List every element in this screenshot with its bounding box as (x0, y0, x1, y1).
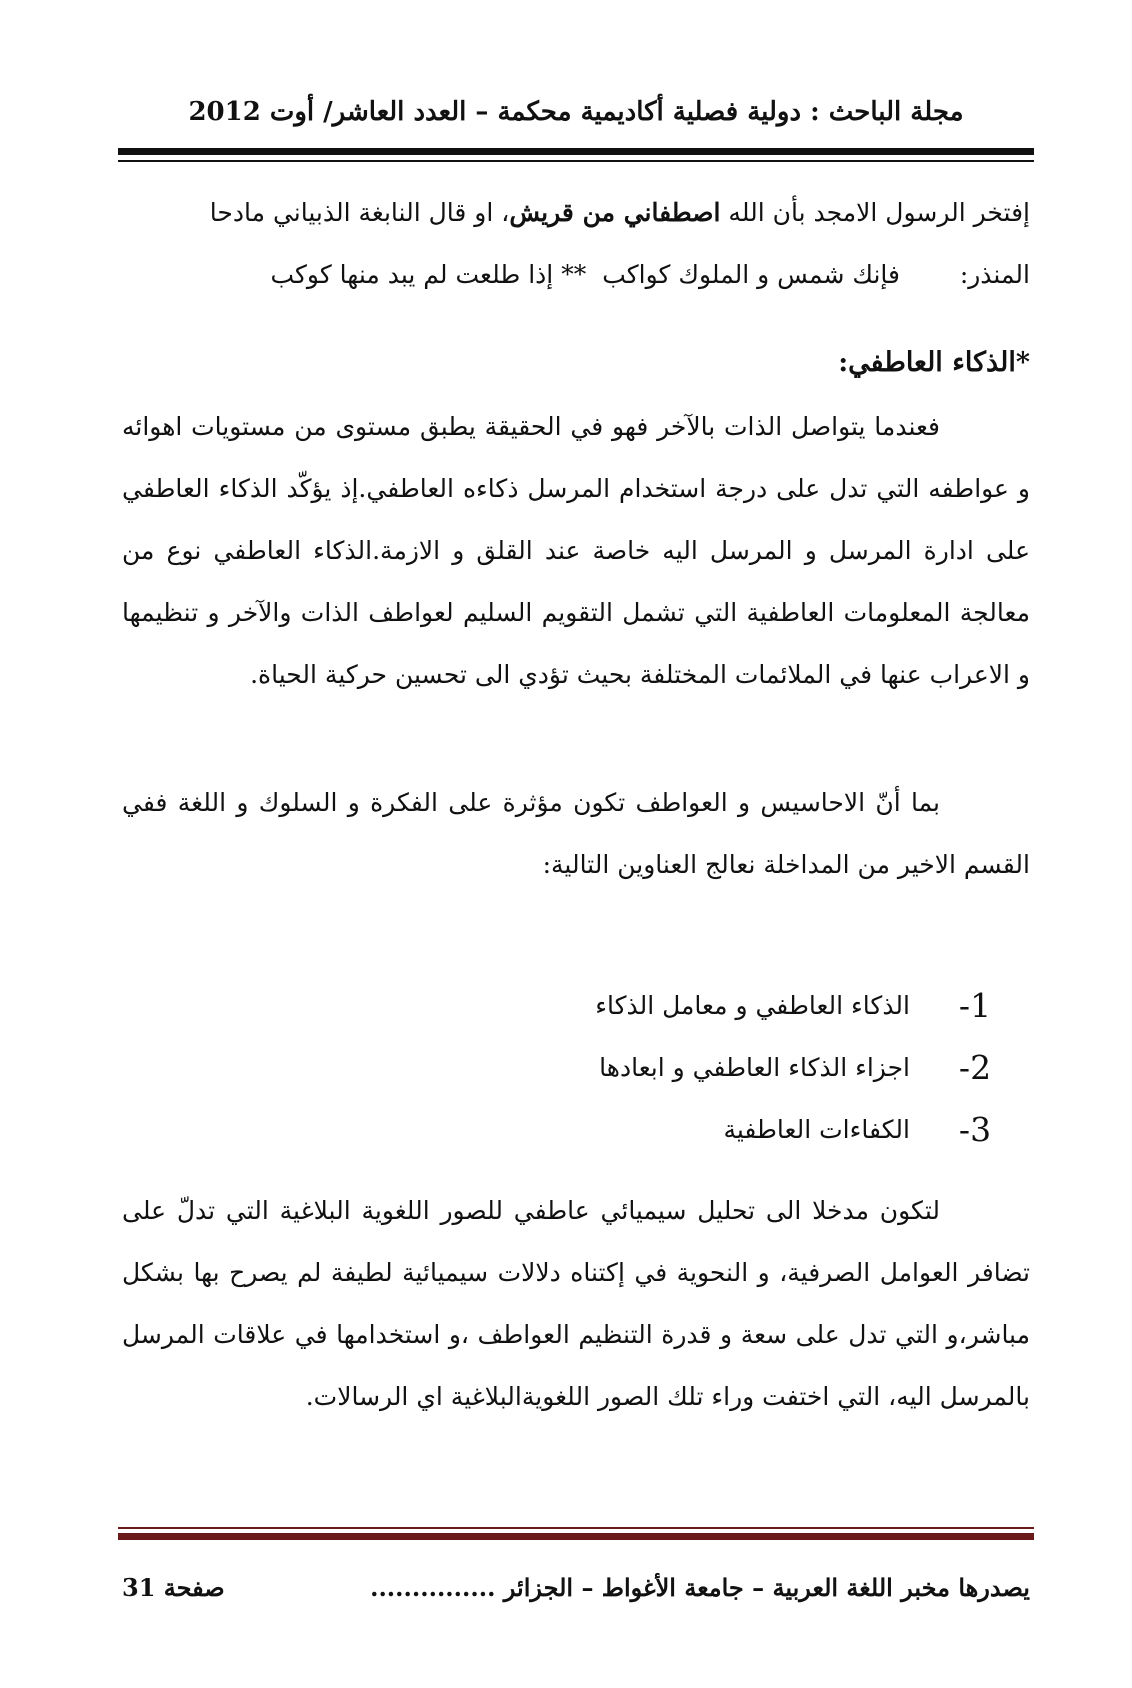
section-heading: *الذكاء العاطفي: (838, 347, 1030, 378)
poem-separator: ** (561, 260, 587, 289)
paragraph-text: بما أنّ الاحاسيس و العواطف تكون مؤثرة على الفكرة و السلوك و اللغة ففي القسم الاخير من المداخلة نعالج العناوين التالية: (122, 788, 1030, 879)
paragraph-3 (122, 1180, 1030, 1428)
page-number: صفحة 31 (122, 1573, 225, 1602)
paragraph-text: لتكون مدخلا الى تحليل سيميائي عاطفي للصور اللغوية البلاغية التي تدلّ على تضافر العوامل الصرفية، و النحوية في إكتناه دلالات سيميائية لطيفة لم يصرح بها بشكل مباشر،و التي تدل على سعة و قدرة التنظيم العواطف ،و استخدامها في علاقات المرسل بالمرسل اليه، التي اختفت وراء تلك الصور اللغويةالبلاغية اي الرسالات. (122, 1196, 1030, 1411)
footer-publisher: يصدرها مخبر اللغة العربية – جامعة الأغواط – الجزائر ............... (370, 1573, 1030, 1602)
poem-hemistich-1: فإنك شمس و الملوك كواكب (602, 260, 900, 289)
intro-bold-quote: اصطفاني من قريش (509, 198, 721, 227)
list-label: الكفاءات العاطفية (723, 1115, 910, 1144)
topics-list (122, 975, 1030, 1161)
intro-text-before: إفتخر الرسول الامجد بأن الله (720, 198, 1030, 227)
list-item (122, 1099, 1030, 1161)
intro-block (122, 182, 1030, 306)
page-footer (122, 1568, 1030, 1608)
list-item (122, 1037, 1030, 1099)
journal-header: مجلة الباحث : دولية فصلية أكاديمية محكمة – العدد العاشر/ أوت 2012 (188, 97, 964, 127)
poem-line (122, 244, 1030, 306)
list-item (122, 975, 1030, 1037)
intro-line (122, 182, 1030, 244)
footer-rule-thin (118, 1527, 1034, 1529)
paragraph-2 (122, 772, 1030, 896)
header-rule-thin (118, 160, 1034, 162)
poem-lead: المنذر: (959, 260, 1030, 289)
list-label: الذكاء العاطفي و معامل الذكاء (595, 991, 910, 1020)
footer-rule-thick (118, 1533, 1034, 1540)
list-number: 1- (958, 986, 992, 1025)
list-number: 2- (958, 1048, 992, 1087)
paragraph-1 (122, 396, 1030, 706)
poem-hemistich-2: إذا طلعت لم يبد منها كوكب (270, 260, 554, 289)
header-rule-thick (118, 148, 1034, 155)
list-number: 3- (958, 1110, 992, 1149)
intro-text-after: ، او قال النابغة الذبياني مادحا (209, 198, 510, 227)
list-label: اجزاء الذكاء العاطفي و ابعادها (599, 1053, 910, 1082)
paragraph-text: فعندما يتواصل الذات بالآخر فهو في الحقيقة يطبق مستوى من مستويات اهوائه و عواطفه التي تدل على درجة استخدام المرسل ذكاءه العاطفي.إذ يؤكّد الذكاء العاطفي على ادارة المرسل و المرسل اليه خاصة عند القلق و الازمة.الذكاء العاطفي نوع من معالجة المعلومات العاطفية التي تشمل التقويم السليم لعواطف الذات والآخر و تنظيمها و الاعراب عنها في الملائمات المختلفة بحيث تؤدي الى تحسين حركية الحياة. (122, 412, 1030, 689)
